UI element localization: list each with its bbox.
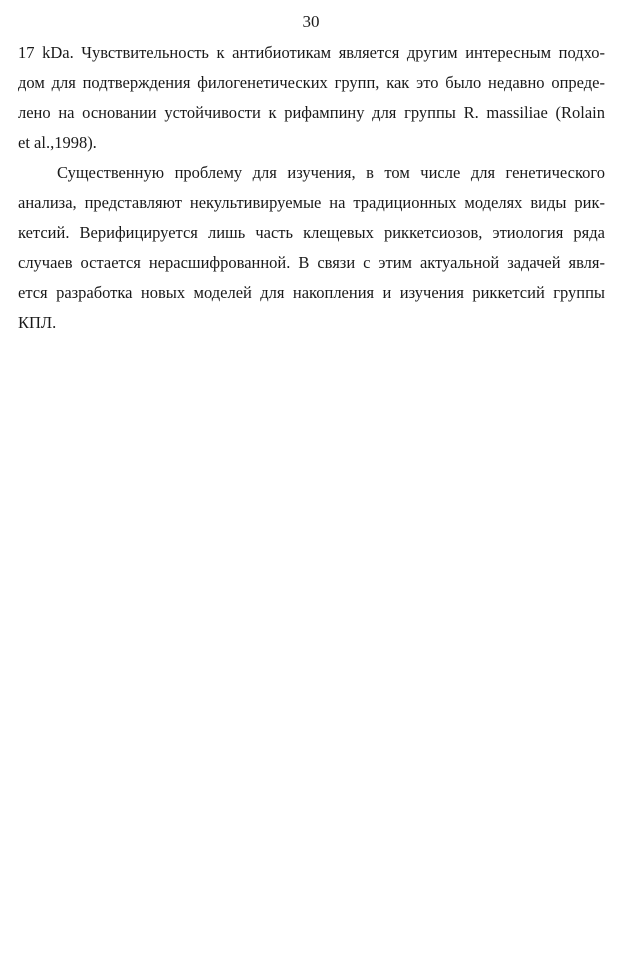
text-line: КПЛ. [18, 313, 57, 332]
text-line: 17 kDa. Чувствительность к антибиотикам является другим интересным подхо- [18, 43, 605, 62]
text-line: et al.,1998). [18, 133, 97, 152]
body-text [18, 38, 605, 338]
text-line: Существенную проблему для изучения, в том числе для генетического [57, 163, 605, 182]
paragraph-1 [18, 38, 605, 158]
page-number: 30 [302, 12, 320, 31]
text-line: кетсий. Верифицируется лишь часть клещевых риккетсиозов, этиология ряда [18, 223, 605, 242]
text-line: случаев остается нерасшифрованной. В связи с этим актуальной задачей явля- [18, 253, 605, 272]
text-line: анализа, представляют некультивируемые на традиционных моделях виды рик- [18, 193, 605, 212]
text-line: лено на основании устойчивости к рифампину для группы R. massiliae (Rolain [18, 103, 605, 122]
text-line: дом для подтверждения филогенетических групп, как это было недавно опреде- [18, 73, 605, 92]
paragraph-2 [18, 158, 605, 338]
text-line: ется разработка новых моделей для накопления и изучения риккетсий группы [18, 283, 605, 302]
